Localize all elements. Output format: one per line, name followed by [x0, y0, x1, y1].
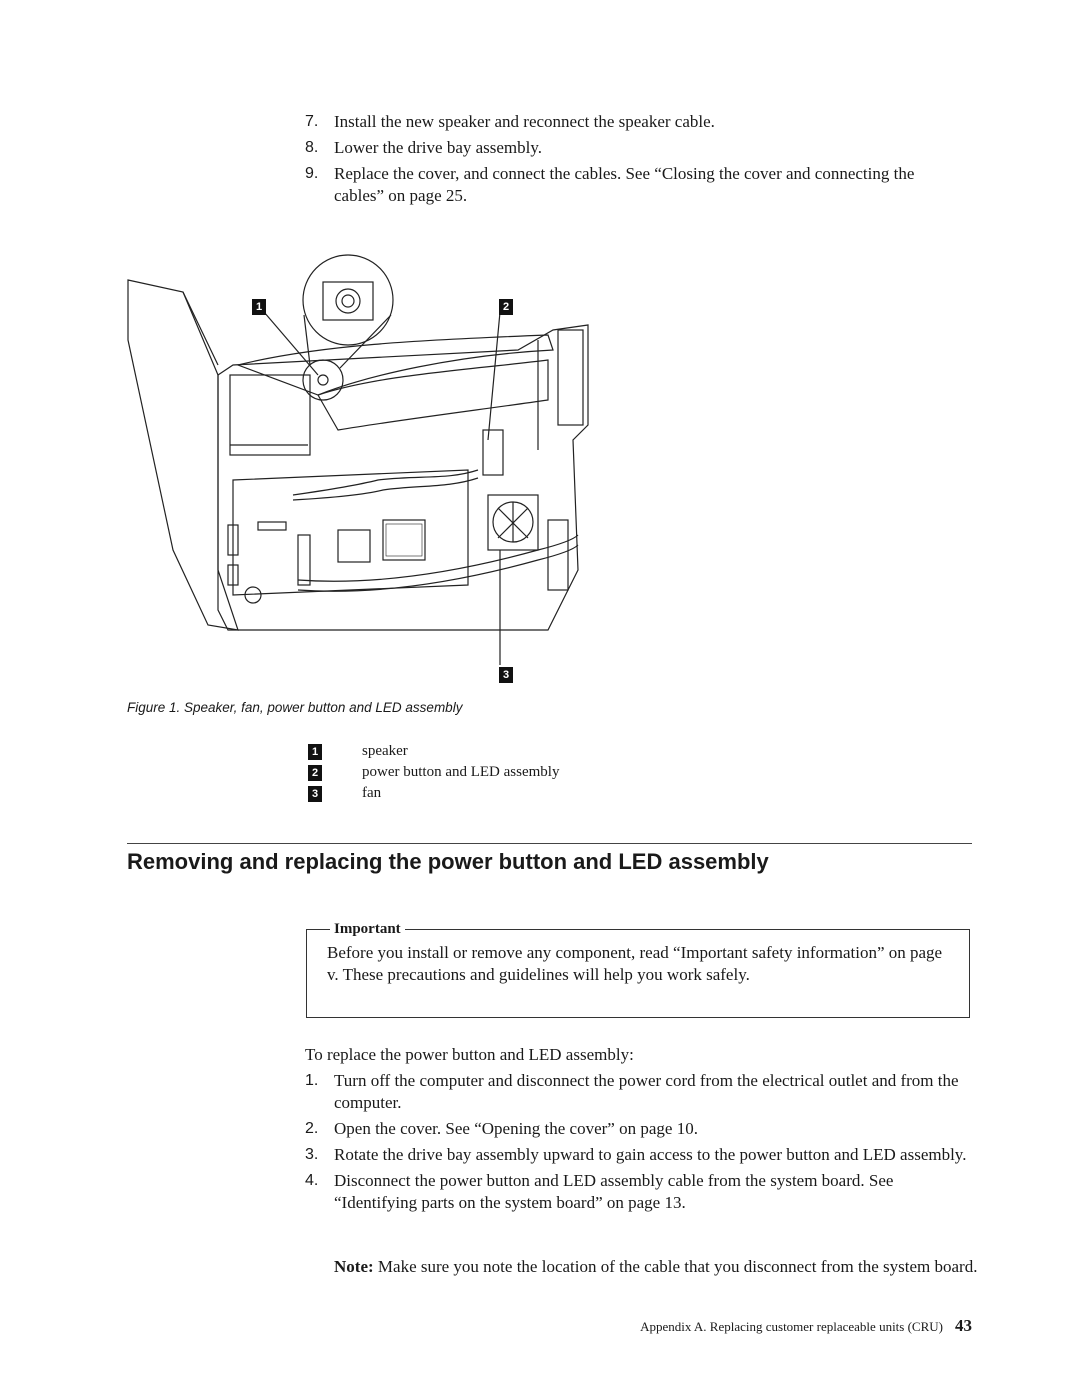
- step-text: Rotate the drive bay assembly upward to gain access to the power button and LED assembly.: [334, 1145, 967, 1164]
- legend-label: speaker: [362, 743, 408, 759]
- step-text: Open the cover. See “Opening the cover” on page 10.: [334, 1119, 698, 1138]
- steps-list-bottom: [305, 1070, 970, 1218]
- legend-row: [308, 783, 559, 804]
- legend-row: [308, 741, 559, 762]
- important-label: Important: [330, 921, 405, 938]
- step-number: 1.: [305, 1072, 319, 1089]
- step-text: Disconnect the power button and LED assembly cable from the system board. See “Identifying parts on the system board” on page 13.: [334, 1171, 894, 1212]
- figure-caption: Figure 1. Speaker, fan, power button and LED assembly: [127, 700, 463, 715]
- step-text: Replace the cover, and connect the cables. See “Closing the cover and connecting the cables” on page 25.: [334, 164, 915, 205]
- note-label: Note:: [334, 1257, 374, 1276]
- step-item: [305, 137, 925, 159]
- procedure-intro: To replace the power button and LED assembly:: [305, 1045, 634, 1064]
- legend-row: [308, 762, 559, 783]
- step-item: [305, 111, 925, 133]
- step-item: [305, 1070, 970, 1114]
- legend-badge: 3: [308, 786, 322, 802]
- legend-label: fan: [362, 785, 382, 801]
- step-text: Install the new speaker and reconnect the speaker cable.: [334, 112, 715, 131]
- callout-2-badge: 2: [499, 299, 513, 315]
- important-text: Before you install or remove any component, read “Important safety information” on page v. These precautions and guidelines will help you work safely.: [327, 943, 943, 984]
- note-text: Make sure you note the location of the cable that you disconnect from the system board.: [377, 1257, 978, 1276]
- legend-badge: 2: [308, 765, 322, 781]
- step-item: [305, 1170, 970, 1214]
- footer-text: Appendix A. Replacing customer replaceable units (CRU): [640, 1319, 943, 1334]
- step-number: 8.: [305, 139, 319, 156]
- step-text: Turn off the computer and disconnect the power cord from the electrical outlet and from the computer.: [334, 1071, 959, 1112]
- step-number: 7.: [305, 113, 319, 130]
- computer-internals-figure: [118, 250, 618, 690]
- figure-legend: [308, 741, 559, 804]
- callout-3-badge: 3: [499, 667, 513, 683]
- callout-1-badge: 1: [252, 299, 266, 315]
- computer-internals-illustration: [118, 250, 618, 690]
- step-item: [305, 1118, 970, 1140]
- section-divider: [127, 843, 972, 844]
- step-number: 9.: [305, 165, 319, 182]
- page-footer: [640, 1316, 972, 1336]
- step-number: 2.: [305, 1120, 319, 1137]
- legend-badge: 1: [308, 744, 322, 760]
- step-number: 4.: [305, 1172, 319, 1189]
- step-text: Lower the drive bay assembly.: [334, 138, 543, 157]
- steps-list-top: [305, 111, 925, 211]
- step-item: [305, 1144, 970, 1166]
- page-number: 43: [955, 1316, 972, 1335]
- section-heading: Removing and replacing the power button and LED assembly: [127, 849, 769, 874]
- legend-label: power button and LED assembly: [362, 764, 560, 780]
- step-number: 3.: [305, 1146, 319, 1163]
- step-item: [305, 163, 925, 207]
- note: [334, 1256, 1006, 1278]
